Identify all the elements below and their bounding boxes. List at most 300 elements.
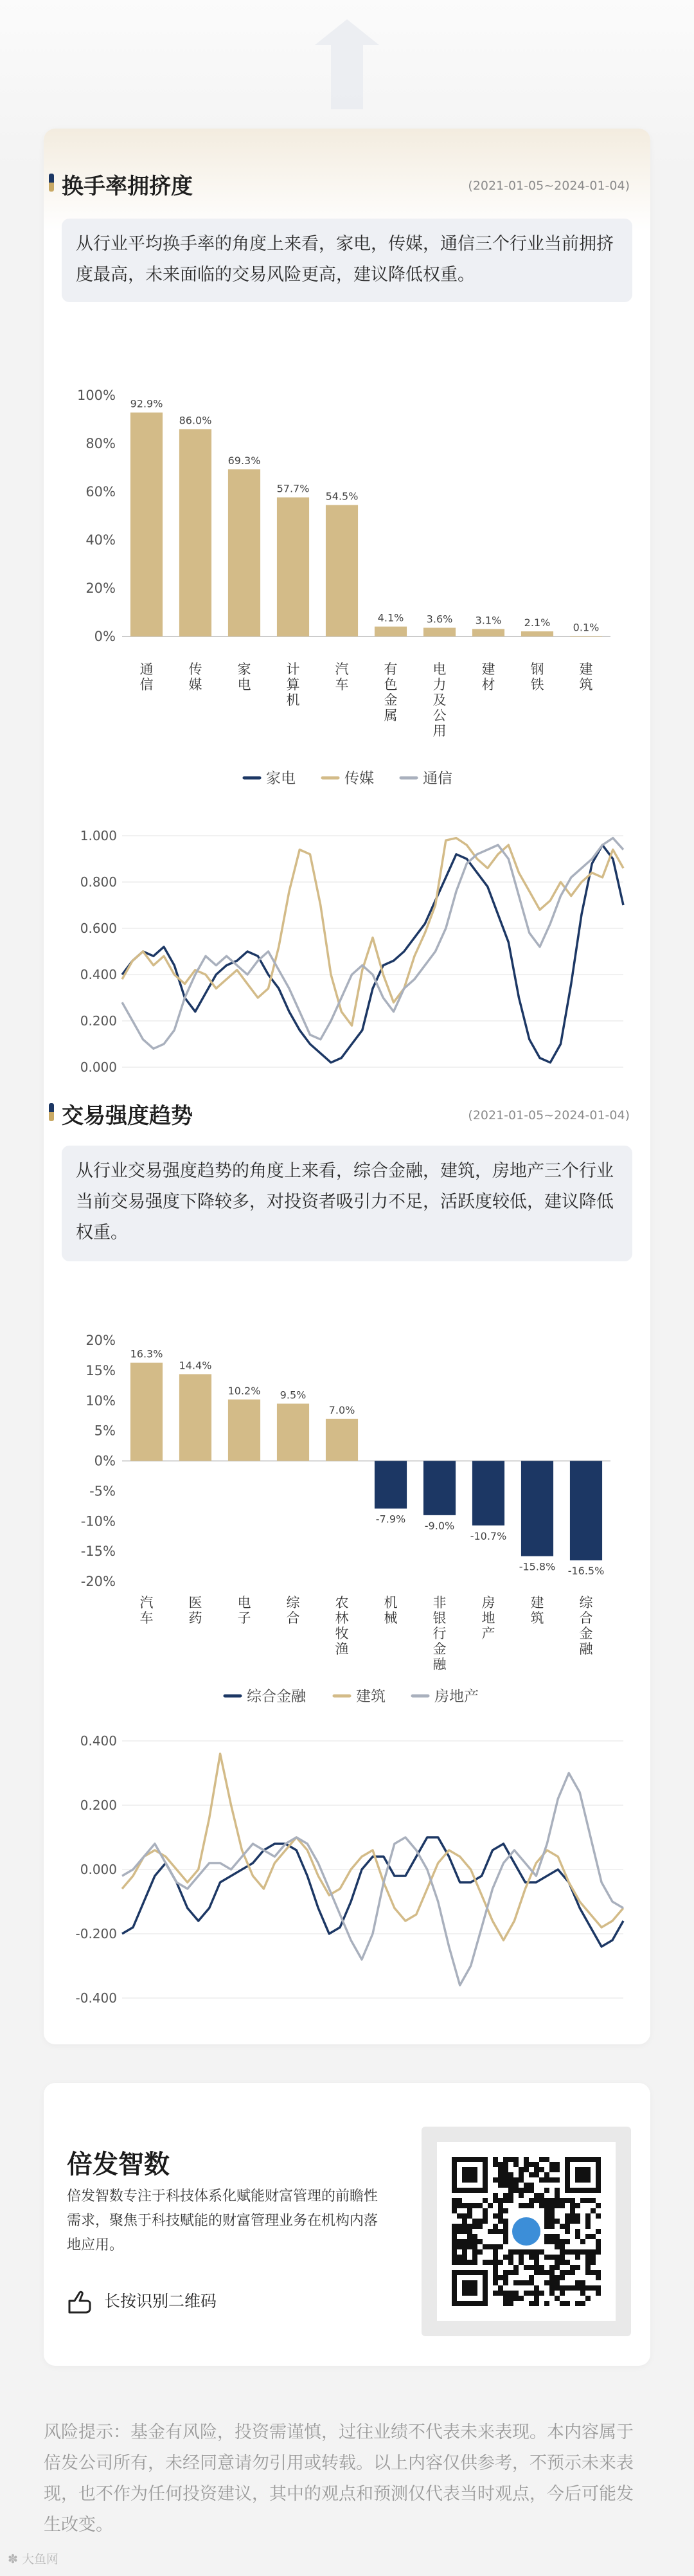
qr-module [529,2183,534,2188]
category-label-char: 机 [286,692,300,708]
qr-module [575,2249,580,2255]
qr-module [493,2265,498,2270]
y-tick-label: -10% [80,1513,116,1529]
qr-module [534,2162,539,2167]
qr-module [549,2219,555,2224]
qr-module [503,2198,508,2203]
qr-module [580,2291,585,2296]
qr-module [457,2239,462,2244]
category-label-char: 合 [286,1610,300,1626]
bar [375,627,407,636]
qr-module [493,2249,498,2255]
category-label-char: 非 [432,1595,447,1610]
section-title-intensity [62,1098,193,1130]
data-label: -7.9% [375,1513,406,1526]
category-label-char: 及 [432,692,447,708]
qr-module [570,2219,575,2224]
qr-module [534,2296,539,2301]
qr-module [549,2213,555,2219]
qr-module [519,2249,524,2255]
qr-module [498,2291,503,2296]
qr-module [565,2198,570,2203]
category-label-char: 银 [432,1610,447,1626]
y-tick-label: 15% [85,1362,116,1378]
qr-module [498,2162,503,2167]
qr-module [570,2203,575,2208]
qr-module [575,2219,580,2224]
data-label: 3.6% [426,613,453,626]
category-label-char: 属 [384,708,398,723]
qr-module [555,2162,560,2167]
category-label-char: 车 [335,677,349,692]
qr-finder [462,2167,477,2183]
category-label-char: 汽 [335,662,349,677]
qr-module [457,2198,462,2203]
qr-module [488,2229,493,2234]
y-tick-label: 5% [94,1423,116,1439]
qr-module [513,2249,519,2255]
qr-module [503,2275,508,2280]
qr-module [503,2177,508,2183]
qr-module [555,2193,560,2198]
qr-module [534,2270,539,2275]
series-line-家电 [122,845,623,1062]
qr-module [529,2188,534,2193]
qr-module [580,2249,585,2255]
qr-module [529,2198,534,2203]
qr-module [596,2213,601,2219]
qr-module [472,2249,477,2255]
qr-module [524,2183,529,2188]
qr-module [565,2239,570,2244]
qr-module [549,2177,555,2183]
category-label-char: 地 [481,1610,495,1626]
qr-module [503,2208,508,2213]
category-label-char: 车 [139,1610,154,1626]
y-tick-label: 80% [85,436,116,451]
qr-module [472,2244,477,2249]
qr-module [555,2275,560,2280]
qr-module [493,2162,498,2167]
qr-module [519,2167,524,2172]
qr-module [513,2157,519,2162]
category-label-char: 建 [579,662,593,677]
qr-module [570,2270,575,2275]
qr-module [555,2255,560,2260]
qr-module [493,2224,498,2229]
qr-module [575,2280,580,2285]
qr-finder [575,2167,591,2183]
data-label: -16.5% [567,1565,605,1578]
y-tick-label: -15% [80,1544,116,1560]
data-label: 9.5% [280,1389,307,1401]
bar [326,1419,358,1461]
qr-module [524,2188,529,2193]
qr-module [534,2301,539,2306]
qr-module [575,2301,580,2306]
qr-module [560,2260,565,2265]
qr-module [519,2296,524,2301]
qr-module [544,2280,549,2285]
qr-module [508,2270,513,2275]
qr-module [493,2229,498,2234]
category-label-char: 药 [188,1610,202,1626]
qr-module [560,2270,565,2275]
qr-module [534,2291,539,2296]
qr-module [585,2213,591,2219]
data-label: 0.1% [573,621,600,634]
category-label-char: 家 [237,662,251,677]
category-label-char: 械 [384,1610,398,1626]
qr-module [462,2239,467,2244]
qr-module [534,2265,539,2270]
date-range-2: (2021-01-05~2024-01-04) [468,1108,630,1122]
category-label-char: 汽 [139,1595,154,1610]
qr-module [549,2167,555,2172]
qr-module [591,2198,596,2203]
qr-module [524,2249,529,2255]
category-label-char: 金 [384,692,398,708]
qr-module [519,2193,524,2198]
qr-module [544,2198,549,2203]
qr-module [524,2203,529,2208]
qr-module [596,2285,601,2291]
qr-module [539,2167,544,2172]
qr-module [457,2213,462,2219]
qr-module [539,2193,544,2198]
qr-module [488,2260,493,2265]
intensity-bar-chart [64,1324,630,1672]
qr-module [503,2167,508,2172]
category-label-char: 电 [237,677,251,692]
section-title-text: 交易强度趋势 [62,1103,193,1129]
qr-logo-icon [512,2217,540,2246]
qr-module [596,2291,601,2296]
category-label-char: 融 [579,1641,593,1657]
series-line-建筑 [122,1754,623,1940]
category-label-char: 用 [432,723,447,739]
qr-module [596,2239,601,2244]
qr-module [534,2255,539,2260]
qr-module [503,2224,508,2229]
qr-module [467,2203,472,2208]
qr-module [503,2255,508,2260]
y-tick-label: -0.200 [75,1926,117,1941]
y-tick-label: 20% [85,1333,116,1348]
qr-module [544,2301,549,2306]
qr-module [488,2244,493,2249]
qr-module [498,2244,503,2249]
qr-module [477,2239,483,2244]
qr-module [503,2270,508,2275]
qr-module [591,2270,596,2275]
qr-module [519,2203,524,2208]
qr-module [544,2234,549,2239]
qr-module [483,2219,488,2224]
qr-module [565,2249,570,2255]
qr-module [467,2208,472,2213]
qr-module [575,2255,580,2260]
qr-module [483,2244,488,2249]
qr-module [560,2285,565,2291]
qr-module [560,2275,565,2280]
qr-module [529,2162,534,2167]
qr-module [560,2239,565,2244]
data-label: 7.0% [328,1403,355,1416]
category-label-char: 计 [286,662,300,677]
category-label-char: 综 [579,1595,593,1610]
y-tick-label: 0.000 [80,1862,117,1877]
qr-module [534,2167,539,2172]
qr-module [544,2188,549,2193]
qr-module [508,2291,513,2296]
qr-module [493,2198,498,2203]
qr-module [555,2296,560,2301]
qr-module [498,2172,503,2177]
qr-module [544,2203,549,2208]
qr-module [560,2249,565,2255]
qr-module [457,2224,462,2229]
qr-module [544,2270,549,2275]
intensity-line-chart [64,1678,630,2006]
qr-module [529,2203,534,2208]
category-label-char: 机 [384,1595,398,1610]
qr-module [539,2270,544,2275]
qr-module [503,2162,508,2167]
qr-module [544,2219,549,2224]
qr-module [549,2280,555,2285]
y-tick-label: 20% [85,581,116,596]
qr-module [493,2193,498,2198]
data-label: 4.1% [377,611,404,624]
y-tick-label: 0.200 [80,1013,117,1029]
qr-module [549,2265,555,2270]
qr-module [513,2270,519,2275]
category-label-char: 融 [432,1657,447,1672]
qr-module [585,2285,591,2291]
qr-module [580,2301,585,2306]
qr-module [472,2255,477,2260]
qr-module [596,2229,601,2234]
qr-module [513,2291,519,2296]
qr-module [493,2280,498,2285]
qr-module [544,2255,549,2260]
scan-qr-label: 长按识别二维码 [103,2292,217,2310]
qr-module [452,2249,457,2255]
data-label: 69.3% [227,455,261,467]
qr-module [472,2219,477,2224]
qr-module [549,2255,555,2260]
qr-module [483,2213,488,2219]
qr-module [591,2249,596,2255]
qr-module [591,2208,596,2213]
category-label-char: 林 [335,1610,349,1626]
qr-module [513,2188,519,2193]
qr-module [570,2213,575,2219]
qr-module [575,2229,580,2234]
qr-module [498,2285,503,2291]
qr-module [503,2291,508,2296]
data-label: -10.7% [470,1529,507,1542]
qr-module [503,2301,508,2306]
y-tick-label: -0.400 [75,1990,117,2006]
qr-module [452,2224,457,2229]
qr-module [585,2219,591,2224]
qr-module [560,2255,565,2260]
bar [570,636,602,637]
qr-module [503,2157,508,2162]
qr-module [555,2244,560,2249]
qr-module [549,2291,555,2296]
qr-module [549,2203,555,2208]
category-label-char: 传 [188,662,202,677]
bar [277,1403,309,1461]
qr-module [585,2260,591,2265]
y-tick-label: 60% [85,484,116,500]
series-line-通信 [122,838,623,1049]
category-label-char: 金 [432,1641,447,1657]
qr-module [462,2203,467,2208]
title-accent-bar [49,1103,54,1121]
category-label-char: 电 [432,662,447,677]
bar [326,505,358,636]
qr-code-image [437,2142,616,2321]
qr-module [539,2249,544,2255]
qr-module [452,2198,457,2203]
qr-module [534,2198,539,2203]
qr-module [596,2249,601,2255]
legend-label: 通信 [423,770,452,787]
qr-module [519,2260,524,2265]
y-tick-label: -20% [80,1574,116,1589]
category-label-char: 渔 [335,1641,349,1657]
qr-module [503,2219,508,2224]
category-label-char: 媒 [188,677,202,692]
data-label: 3.1% [475,614,502,627]
qr-module [555,2239,560,2244]
legend-label: 传媒 [344,770,374,787]
data-label: 92.9% [130,397,163,410]
qr-module [534,2285,539,2291]
qr-module [462,2213,467,2219]
qr-module [539,2177,544,2183]
qr-module [555,2285,560,2291]
qr-code-frame[interactable] [422,2127,631,2336]
qr-module [534,2249,539,2255]
qr-code-area [437,2142,616,2321]
qr-module [498,2208,503,2213]
up-arrow-icon [315,19,379,109]
qr-module [591,2234,596,2239]
qr-module [539,2291,544,2296]
qr-module [452,2203,457,2208]
bar [521,1461,553,1556]
series-line-传媒 [122,838,623,1026]
category-label-char: 金 [579,1626,593,1641]
qr-module [457,2229,462,2234]
qr-module [503,2239,508,2244]
category-label-char: 筑 [530,1610,544,1626]
bar [179,1374,211,1461]
qr-module [565,2224,570,2229]
qr-module [498,2260,503,2265]
turnover-bar-chart [64,379,630,739]
qr-module [508,2296,513,2301]
turnover-line-chart [64,759,630,1074]
qr-module [508,2198,513,2203]
data-label: 86.0% [179,414,212,427]
qr-module [462,2249,467,2255]
qr-module [498,2203,503,2208]
qr-module [503,2296,508,2301]
qr-module [483,2208,488,2213]
qr-module [472,2203,477,2208]
category-label-char: 信 [139,677,154,692]
qr-module [534,2260,539,2265]
qr-module [477,2224,483,2229]
qr-module [549,2239,555,2244]
data-label: 57.7% [276,482,310,495]
legend-label: 综合金融 [247,1688,306,1705]
qr-module [493,2213,498,2219]
qr-module [508,2188,513,2193]
qr-module [575,2213,580,2219]
qr-module [452,2244,457,2249]
qr-module [570,2249,575,2255]
y-tick-label: 0.000 [80,1059,117,1075]
qr-module [575,2285,580,2291]
qr-module [544,2213,549,2219]
bar [130,413,163,636]
bar [228,1400,260,1461]
qr-module [493,2260,498,2265]
qr-module [498,2198,503,2203]
qr-module [472,2239,477,2244]
note-box-2: 从行业交易强度趋势的角度上来看，综合金融，建筑，房地产三个行业当前交易强度下降较多，对投资者吸引力不足，活跃度较低，建议降低权重。 [62,1146,632,1261]
qr-module [467,2244,472,2249]
y-tick-label: 0% [94,1453,116,1469]
qr-module [529,2249,534,2255]
section-title-text: 换手率拥挤度 [62,174,193,199]
hand-pointer-icon [67,2289,99,2315]
category-label-char: 算 [286,677,300,692]
qr-module [575,2203,580,2208]
brand-description: 倍发智数专注于科技体系化赋能财富管理的前瞻性需求，聚焦于科技赋能的财富管理业务在机构内落地应用。 [67,2188,378,2253]
qr-module [544,2239,549,2244]
qr-module [529,2275,534,2280]
bar [423,628,456,637]
qr-module [493,2244,498,2249]
qr-module [462,2224,467,2229]
qr-module [519,2188,524,2193]
qr-module [498,2229,503,2234]
qr-module [565,2301,570,2306]
y-tick-label: 0.200 [80,1797,117,1813]
category-label-char: 材 [481,677,495,692]
qr-module [477,2219,483,2224]
qr-module [508,2157,513,2162]
qr-module [524,2157,529,2162]
category-label-char: 合 [579,1610,593,1626]
qr-module [539,2265,544,2270]
qr-module [560,2203,565,2208]
qr-module [596,2270,601,2275]
qr-module [513,2177,519,2183]
qr-module [570,2198,575,2203]
qr-module [467,2224,472,2229]
bar [423,1461,456,1515]
category-label-char: 房 [481,1595,495,1610]
